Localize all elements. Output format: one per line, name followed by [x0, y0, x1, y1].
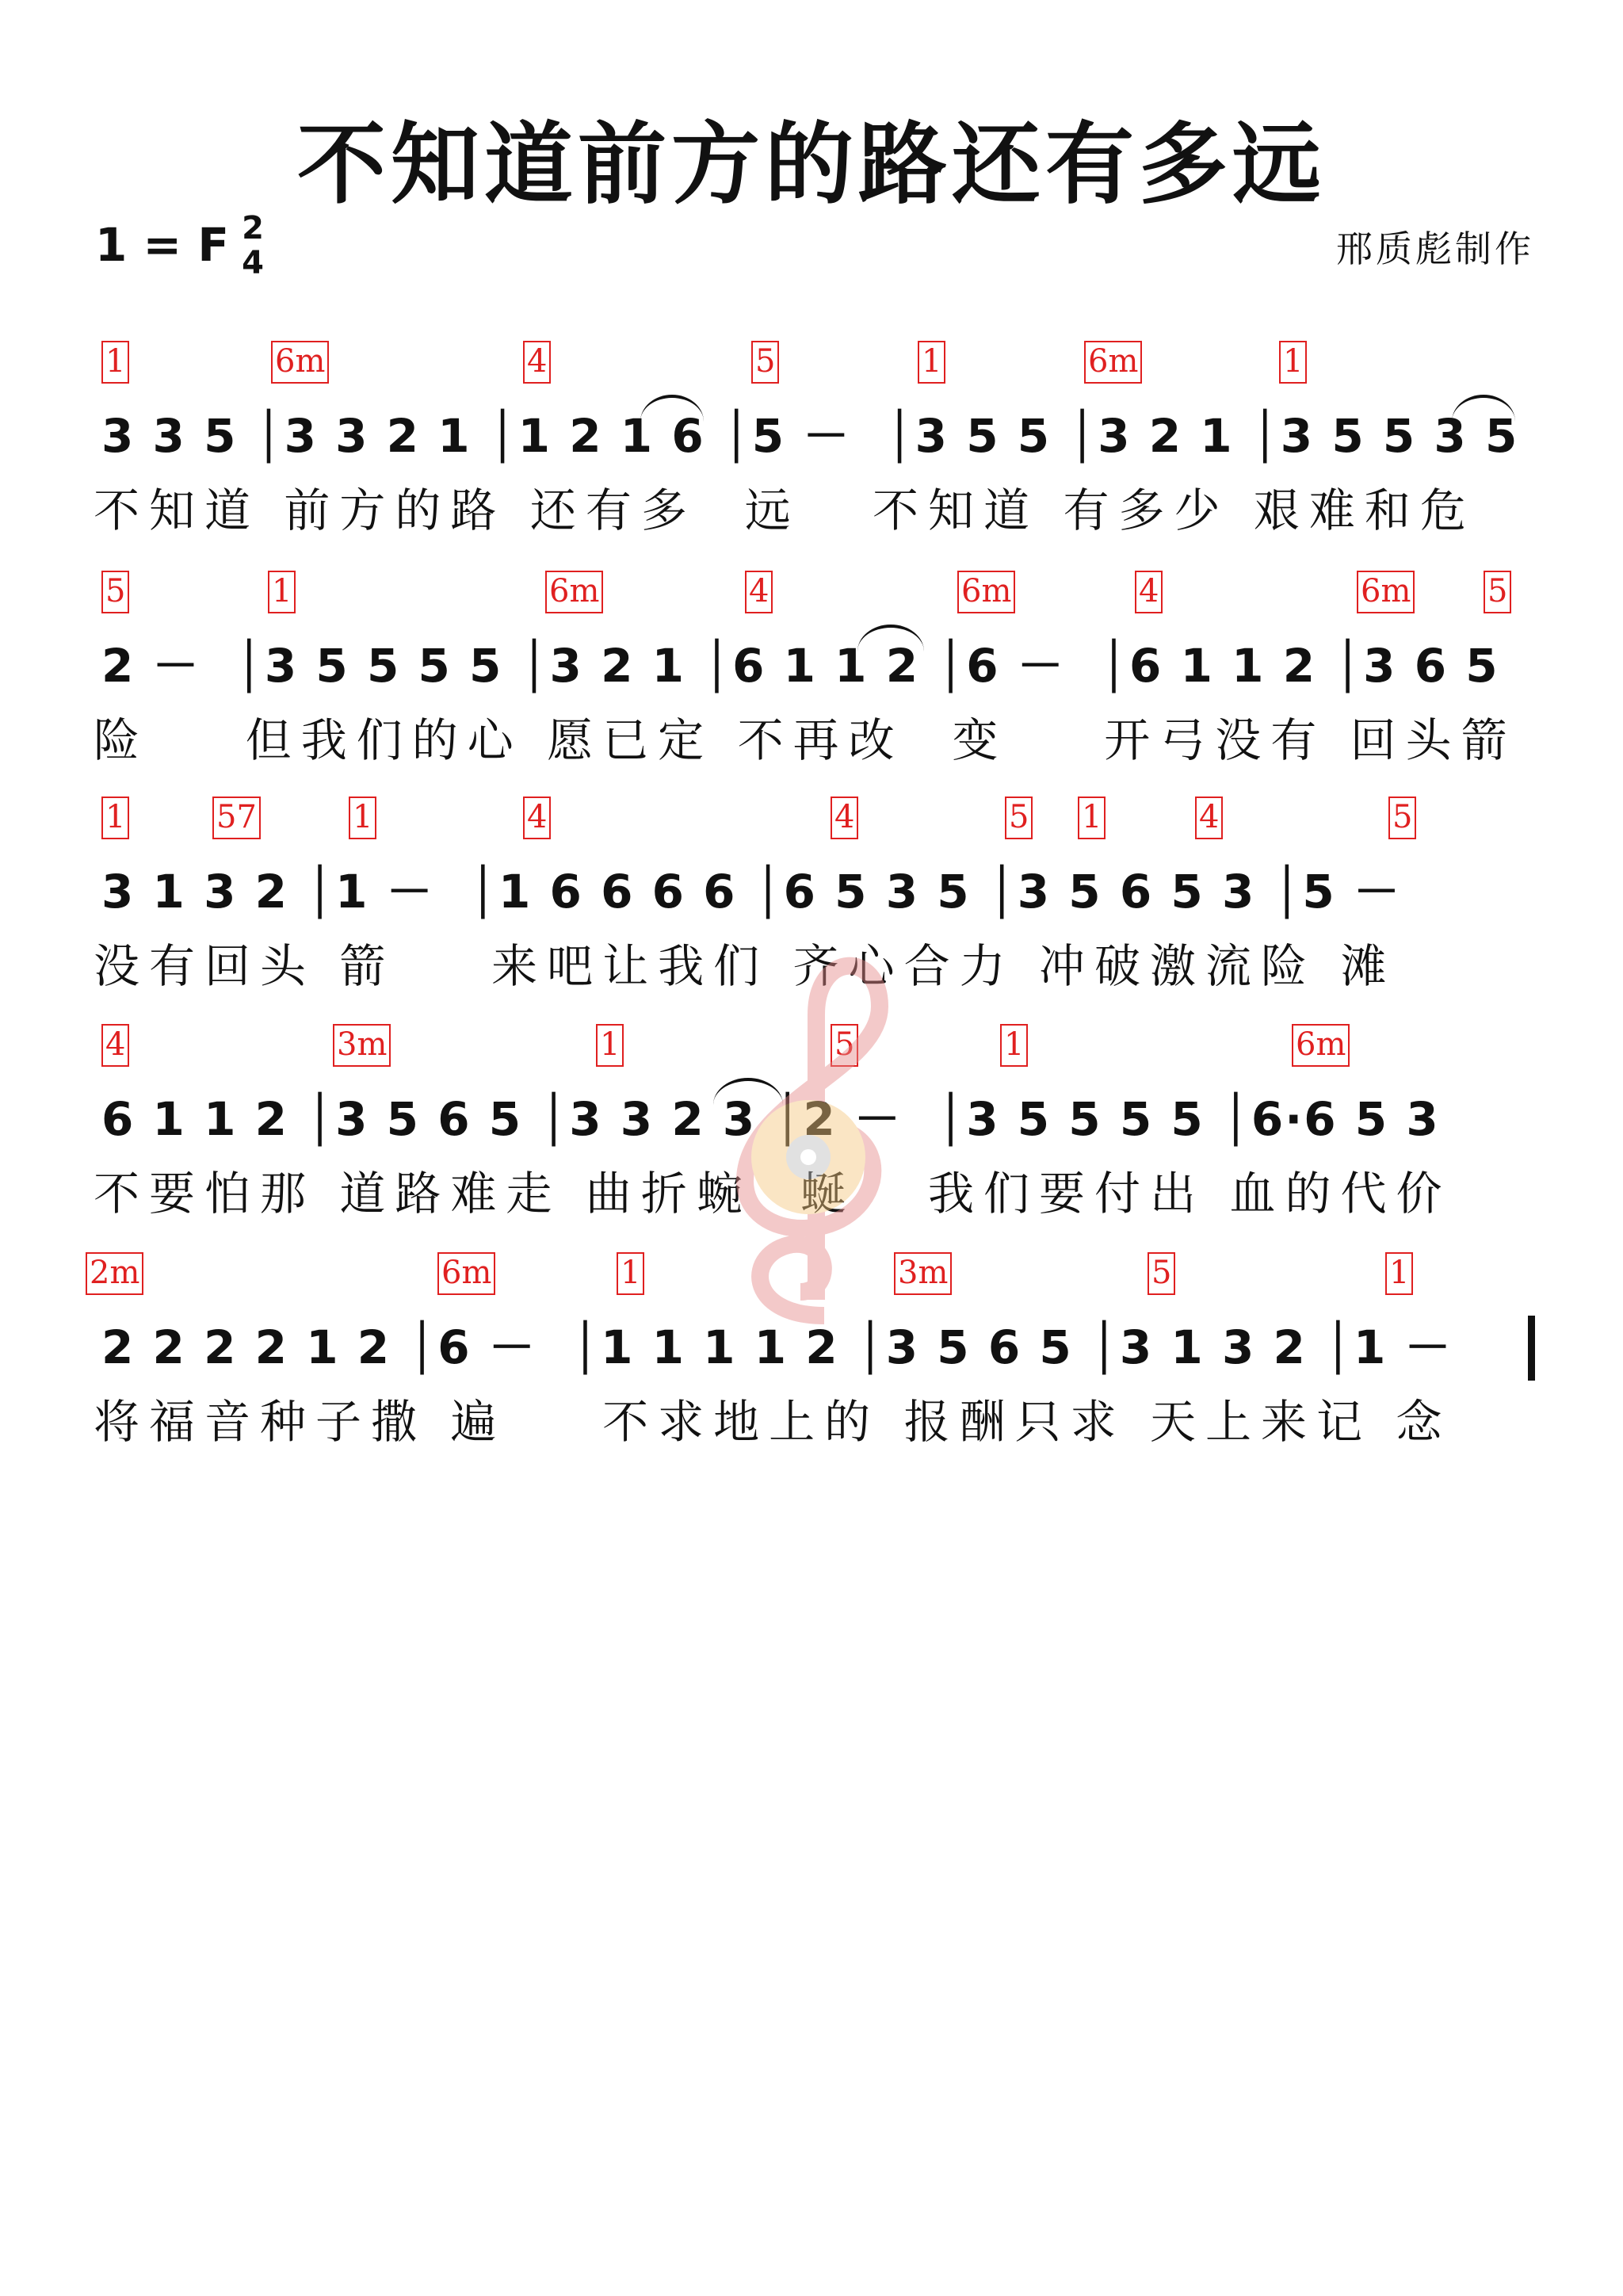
chord-symbol: 5: [101, 571, 129, 613]
chord-symbol: 1: [1279, 341, 1307, 384]
chord-symbol: 5: [1484, 571, 1511, 613]
chord-symbol: 5: [751, 341, 779, 384]
chord-symbol: 1: [918, 341, 945, 384]
time-signature-bottom: 4: [242, 245, 264, 281]
lyric-line: 险 但我们的心 愿已定 不再改 变 开弓没有 回头箭: [94, 713, 1517, 767]
chord-symbol: 1: [349, 797, 376, 839]
chord-symbol: 4: [831, 797, 858, 839]
time-signature: [233, 211, 273, 281]
chord-symbol: 6m: [1357, 571, 1415, 613]
chord-symbol: 3m: [894, 1252, 952, 1295]
chord-symbol: 6m: [1084, 341, 1142, 384]
tie-slur: [1452, 395, 1515, 422]
chord-symbol: 5: [831, 1024, 858, 1067]
chord-symbol: 6m: [1292, 1024, 1350, 1067]
chord-symbol: 1: [1385, 1252, 1413, 1295]
lyric-line: 不知道 前方的路 还有多 远 不知道 有多少 艰难和危: [94, 483, 1476, 537]
chord-symbol: 4: [523, 797, 551, 839]
score-line-2: [0, 571, 1623, 785]
chord-symbol: 5: [1388, 797, 1416, 839]
score-line-5: [0, 1252, 1623, 1466]
chord-symbol: 5: [1148, 1252, 1175, 1295]
numbered-notes: 3 3 5 │3 3 2 1 │1 2 1 6 │5 － │3 5 5 │3 2 1 │3 5 5 3 5: [101, 409, 1519, 463]
score-line-1: [0, 341, 1623, 555]
numbered-notes: 2 2 2 2 1 2 │6 － │1 1 1 1 2 │3 5 6 5 │3 1 3 2 │1 －: [101, 1320, 1453, 1374]
lyric-line: 没有回头 箭 来吧让我们 齐心合力 冲破激流险 滩: [94, 939, 1396, 993]
score-line-4: [0, 1024, 1623, 1238]
lyric-line: 将福音种子撒 遍 不求地上的 报酬只求 天上来记 念: [94, 1395, 1452, 1449]
time-signature-top: 2: [242, 210, 264, 246]
tie-slur: [713, 1078, 783, 1105]
chord-symbol: 2m: [86, 1252, 143, 1295]
chord-symbol: 1: [1000, 1024, 1028, 1067]
chord-symbol: 6m: [437, 1252, 495, 1295]
chord-symbol: 4: [1195, 797, 1223, 839]
credit-text: 邢质彪制作: [1336, 227, 1534, 270]
numbered-notes: 3 1 3 2 │1 － │1 6 6 6 6 │6 5 3 5 │3 5 6 5 3 │5 －: [101, 865, 1401, 919]
final-barline: [1528, 1316, 1535, 1381]
key-signature: 1 = F: [95, 218, 229, 272]
chord-symbol: 1: [101, 797, 129, 839]
tie-slur: [640, 395, 704, 422]
chord-symbol: 1: [101, 341, 129, 384]
chord-symbol: 4: [1135, 571, 1163, 613]
tie-slur: [857, 625, 924, 651]
chord-symbol: 1: [596, 1024, 624, 1067]
chord-symbol: 4: [101, 1024, 129, 1067]
numbered-notes: 2 － │3 5 5 5 5 │3 2 1 │6 1 1 2 │6 － │6 1 1 2 │3 6 5: [101, 639, 1499, 693]
song-title: 不知道前方的路还有多远: [297, 113, 1326, 216]
chord-symbol: 1: [617, 1252, 644, 1295]
chord-symbol: 4: [745, 571, 773, 613]
chord-symbol: 3m: [333, 1024, 391, 1067]
chord-symbol: 1: [268, 571, 296, 613]
chord-symbol: 57: [212, 797, 261, 839]
chord-symbol: 1: [1078, 797, 1106, 839]
chord-symbol: 5: [1005, 797, 1033, 839]
numbered-notes: 6 1 1 2 │3 5 6 5 │3 3 2 3 │2 － │3 5 5 5 5 │6·6 5 3: [101, 1092, 1440, 1146]
chord-symbol: 6m: [545, 571, 603, 613]
lyric-line: 不要怕那 道路难走 曲折蜿 蜒 我们要付出 血的代价: [94, 1167, 1452, 1221]
chord-symbol: 6m: [957, 571, 1015, 613]
score-line-3: [0, 797, 1623, 1010]
chord-symbol: 4: [523, 341, 551, 384]
chord-symbol: 6m: [271, 341, 329, 384]
